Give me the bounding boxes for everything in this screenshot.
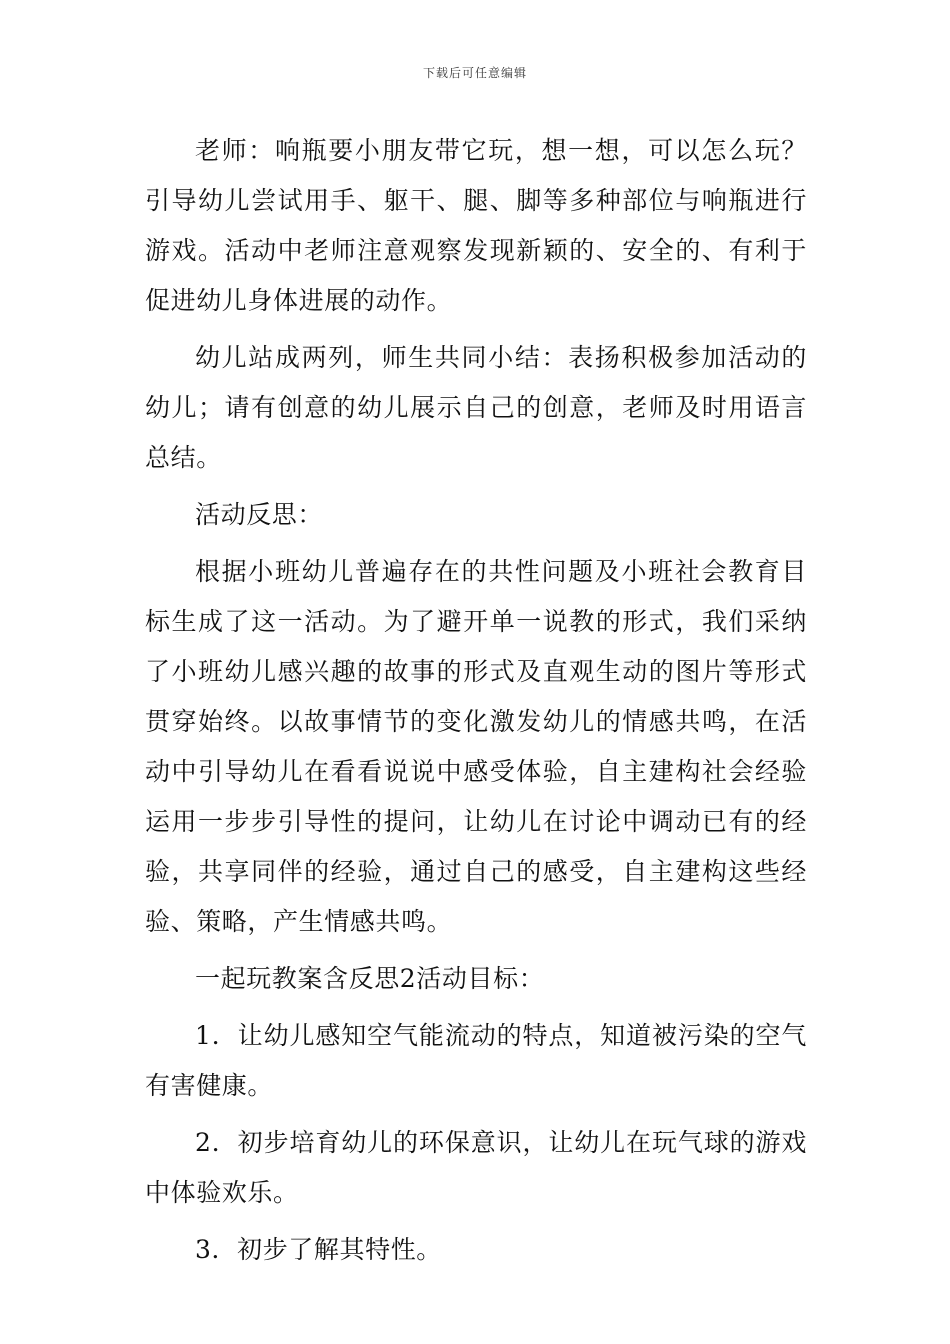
page-header: 下载后可任意编辑 [422, 66, 527, 80]
paragraph-teacher-instruction: 老师：响瓶要小朋友带它玩，想一想，可以怎么玩？引导幼儿尝试用手、躯干、腿、脚等多种部位与响瓶进行游戏。活动中老师注意观察发现新颖的、安全的、有利于促进幼儿身体进展的动作。 [145, 136, 807, 315]
document-body [145, 126, 807, 1282]
heading-activity-goals: 一起玩教案含反思2活动目标： [195, 964, 545, 993]
goal-item-2: 2．初步培育幼儿的环保意识，让幼儿在玩气球的游戏中体验欢乐。 [145, 1128, 807, 1207]
goal-item-3: 3．初步了解其特性。 [195, 1235, 442, 1264]
heading-activity-reflection: 活动反思： [195, 500, 324, 529]
paragraph-reflection: 根据小班幼儿普遍存在的共性问题及小班社会教育目标生成了这一活动。为了避开单一说教的形式，我们采纳了小班幼儿感兴趣的故事的形式及直观生动的图片等形式贯穿始终。以故事情节的变化激发幼儿的情感共鸣，在活动中引导幼儿在看看说说中感受体验，自主建构社会经验运用一步步引导性的提问，让幼儿在讨论中调动已有的经验，共享同伴的经验，通过自己的感受，自主建构这些经验、策略，产生情感共鸣。 [145, 557, 807, 936]
paragraph-summary: 幼儿站成两列，师生共同小结：表扬积极参加活动的幼儿；请有创意的幼儿展示自己的创意，老师及时用语言总结。 [145, 343, 807, 472]
goal-item-1: 1．让幼儿感知空气能流动的特点，知道被污染的空气有害健康。 [145, 1021, 807, 1100]
